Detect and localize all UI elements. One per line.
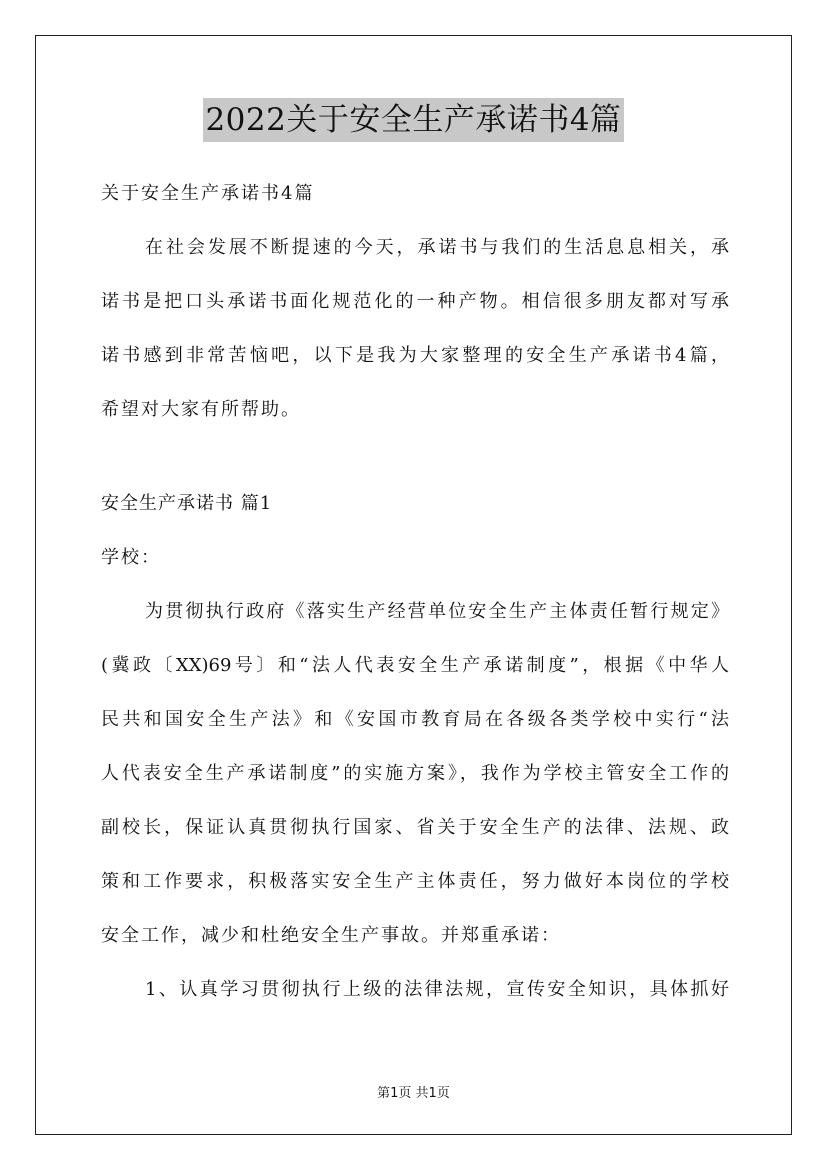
document-body bbox=[101, 170, 729, 1020]
title-container bbox=[0, 98, 827, 142]
body-line: 安全工作，减少和杜绝安全生产事故。并郑重承诺： bbox=[101, 925, 561, 946]
intro-line: 希望对大家有所帮助。 bbox=[101, 399, 301, 420]
document-title: 2022关于安全生产承诺书4篇 bbox=[203, 98, 623, 142]
salutation: 学校： bbox=[101, 547, 161, 568]
intro-line: 诺书感到非常苦恼吧，以下是我为大家整理的安全生产承诺书4篇， bbox=[101, 345, 729, 366]
body-line: 副校长，保证认真贯彻执行国家、省关于安全生产的法律、法规、政 bbox=[101, 817, 729, 838]
document-subtitle: 关于安全生产承诺书4篇 bbox=[101, 183, 315, 204]
intro-line: 诺书是把口头承诺书面化规范化的一种产物。相信很多朋友都对写承 bbox=[101, 291, 729, 312]
section-heading: 安全生产承诺书 篇1 bbox=[101, 493, 273, 514]
page-footer: 第1页 共1页 bbox=[377, 1086, 450, 1101]
body-line: (冀政〔XX)69号〕和“法人代表安全生产承诺制度”，根据《中华人 bbox=[101, 655, 729, 676]
section-spacer bbox=[101, 440, 729, 480]
body-line: 为贯彻执行政府《落实生产经营单位安全生产主体责任暂行规定》 bbox=[145, 601, 729, 622]
list-item: 1、认真学习贯彻执行上级的法律法规，宣传安全知识，具体抓好 bbox=[145, 979, 729, 1000]
body-line: 策和工作要求，积极落实安全生产主体责任，努力做好本岗位的学校 bbox=[101, 871, 729, 892]
body-line: 人代表安全生产承诺制度”的实施方案》，我作为学校主管安全工作的 bbox=[101, 763, 729, 784]
intro-line: 在社会发展不断提速的今天，承诺书与我们的生活息息相关，承 bbox=[145, 237, 729, 258]
body-line: 民共和国安全生产法》和《安国市教育局在各级各类学校中实行“法 bbox=[101, 709, 729, 730]
